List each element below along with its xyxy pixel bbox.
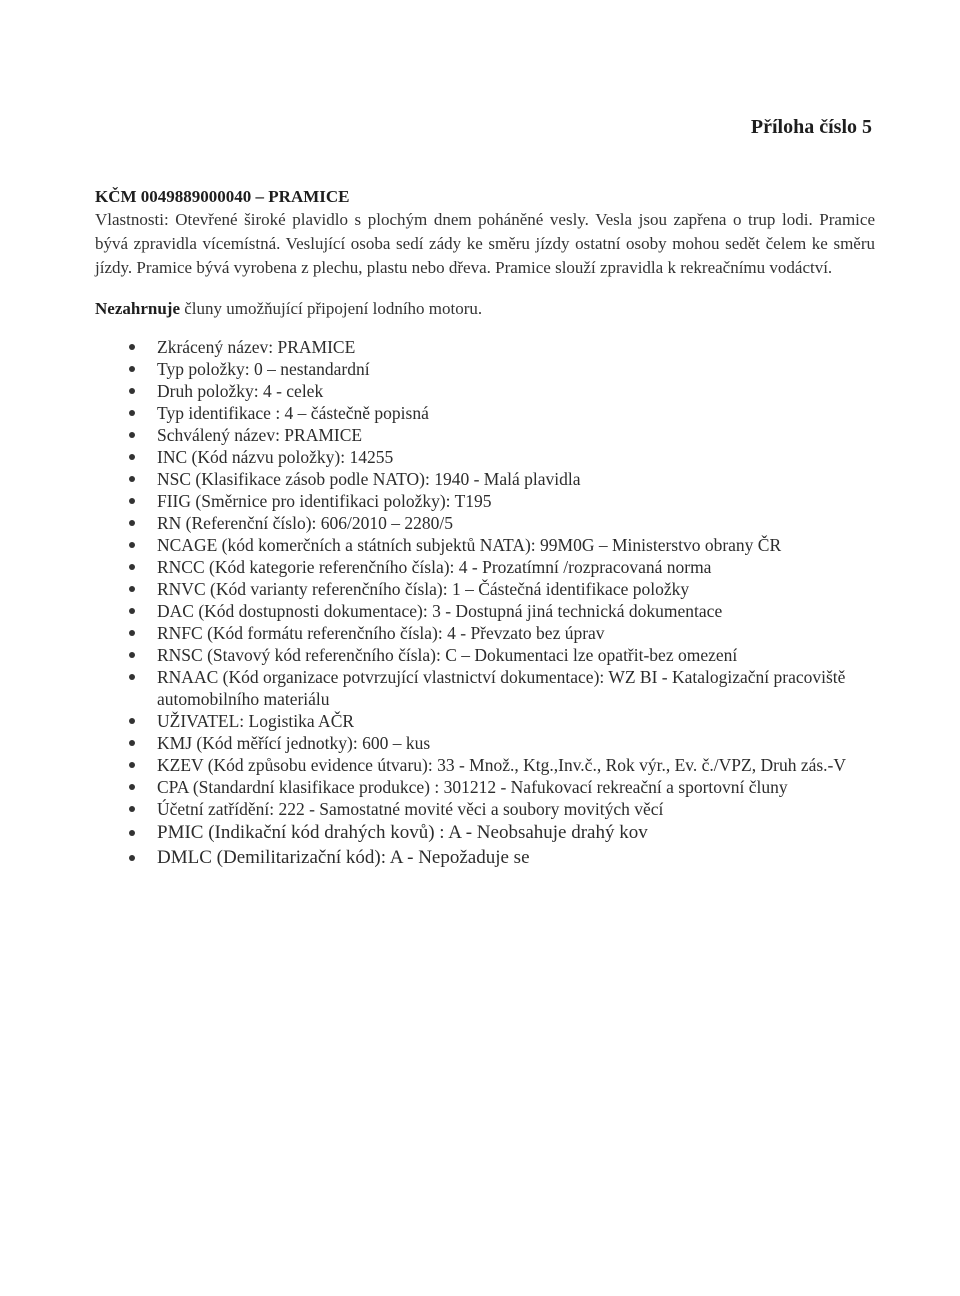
list-item: DAC (Kód dostupnosti dokumentace): 3 - Dostupná jiná technická dokumentace [157,600,875,622]
list-item: INC (Kód názvu položky): 14255 [157,446,875,468]
list-item: Druh položky: 4 - celek [157,380,875,402]
list-item: Typ položky: 0 – nestandardní [157,358,875,380]
list-item: Typ identifikace : 4 – částečně popisná [157,402,875,424]
list-item: Schválený název: PRAMICE [157,424,875,446]
list-item: KZEV (Kód způsobu evidence útvaru): 33 - Množ., Ktg.,Inv.č., Rok výr., Ev. č./VPZ, Druh zás.-V [157,754,875,776]
list-item: RNSC (Stavový kód referenčního čísla): C – Dokumentaci lze opatřit-bez omezení [157,644,875,666]
list-item: RNCC (Kód kategorie referenčního čísla): 4 - Prozatímní /rozpracovaná norma [157,556,875,578]
list-item: RN (Referenční číslo): 606/2010 – 2280/5 [157,512,875,534]
list-item: CPA (Standardní klasifikace produkce) : 301212 - Nafukovací rekreační a sportovní čluny [157,776,875,798]
list-item: Zkrácený název: PRAMICE [157,336,875,358]
document-body [95,186,875,870]
list-item: DMLC (Demilitarizační kód): A - Nepožaduje se [157,845,875,870]
exclusion-note-bold: Nezahrnuje [95,299,180,318]
list-item: RNVC (Kód varianty referenčního čísla): 1 – Částečná identifikace položky [157,578,875,600]
attribute-list [95,336,875,870]
list-item: KMJ (Kód měřící jednotky): 600 – kus [157,732,875,754]
list-item: FIIG (Směrnice pro identifikaci položky): T195 [157,490,875,512]
item-description: Vlastnosti: Otevřené široké plavidlo s plochým dnem poháněné vesly. Vesla jsou zapřena o trup lodi. Pramice bývá zpravidla vícemístná. Veslující osoba sedí zády ke směru jízdy ostatní osoby mohou sedět čelem ke směru jízdy. Pramice bývá vyrobena z plechu, plastu nebo dřeva. Pramice slouží zpravidla k rekreačnímu vodáctví. [95,210,875,277]
list-item: NSC (Klasifikace zásob podle NATO): 1940 - Malá plavidla [157,468,875,490]
list-item: RNFC (Kód formátu referenčního čísla): 4 - Převzato bez úprav [157,622,875,644]
annex-title: Příloha číslo 5 [750,116,872,138]
exclusion-note-text: čluny umožňující připojení lodního motoru. [179,299,483,318]
item-heading: KČM 0049889000040 – PRAMICE [95,187,350,206]
list-item: NCAGE (kód komerčních a státních subjektů NATA): 99M0G – Ministerstvo obrany ČR [157,534,875,556]
list-item: RNAAC (Kód organizace potvrzující vlastnictví dokumentace): WZ BI - Katalogizační pracoviště automobilního materiálu [157,666,875,710]
list-item: PMIC (Indikační kód drahých kovů) : A - Neobsahuje drahý kov [157,820,875,845]
exclusion-note [95,298,875,320]
list-item: UŽIVATEL: Logistika AČR [157,710,875,732]
list-item: Účetní zatřídění: 222 - Samostatné movité věci a soubory movitých věcí [157,798,875,820]
